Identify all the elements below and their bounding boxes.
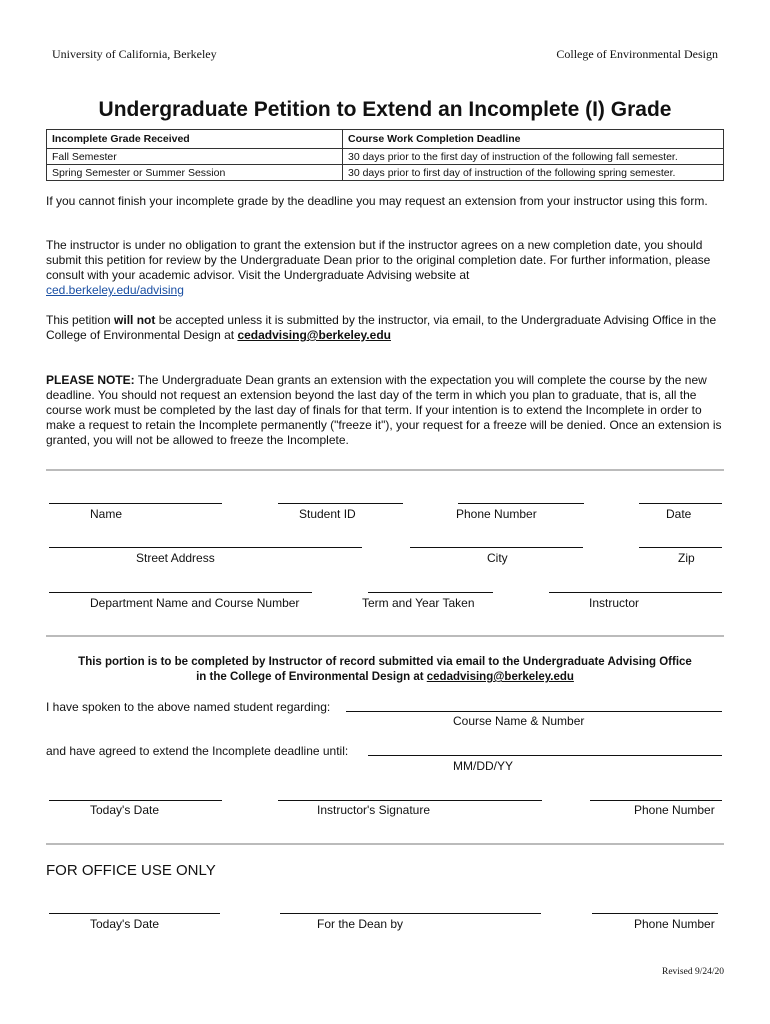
spoken-label: I have spoken to the above named student regarding: [46,700,331,714]
office-use-heading: FOR OFFICE USE ONLY [46,862,216,879]
will-not-emphasis: will not [114,313,156,327]
phone-number-field[interactable] [458,503,584,504]
instructor-paragraph-text: The instructor is under no obligation to grant the extension but if the instructor agrees on a new completion date, you should submit this petition for review by the Undergraduate Dean prior to the original completion date. For further information, please consult with your academic advisor. Visit the Undergraduate Advising website at [46,238,711,282]
office-phone-label: Phone Number [634,917,715,931]
office-phone-field[interactable] [592,913,718,914]
instructor-heading-line2: in the College of Environmental Design at [196,671,427,683]
submission-text-2: be accepted unless it is submitted by the instructor, via email, to the Undergraduate Advising Office in the College of Environmental Design at [46,313,717,342]
note-paragraph [46,373,726,448]
course-name-number-field[interactable] [346,711,722,712]
instructor-heading-email[interactable]: cedadvising@berkeley.edu [426,671,574,683]
instructor-todays-date-label: Today's Date [90,803,159,817]
instructor-paragraph [46,238,726,298]
name-label: Name [90,507,123,521]
submission-paragraph [46,313,726,343]
table-cell: Spring Semester or Summer Session [47,165,343,181]
instructor-section-heading [46,655,724,685]
instructor-phone-field[interactable] [590,800,722,801]
zip-label: Zip [678,551,695,565]
student-id-label: Student ID [299,507,356,521]
submission-text: This petition [46,313,115,327]
instructor-label: Instructor [589,596,640,610]
table-header: Course Work Completion Deadline [343,130,724,149]
office-todays-date-field[interactable] [49,913,220,914]
revision-date: Revised 9/24/20 [661,967,724,977]
department-course-label: Department Name and Course Number [90,596,300,610]
advising-email[interactable]: cedadvising@berkeley.edu [237,328,391,342]
instructor-signature-field[interactable] [278,800,542,801]
note-text: The Undergraduate Dean grants an extension with the expectation you will complete the course by the new deadline. You should not request an extension beyond the last day of the term in which you plan to graduate, that is, all the course work must be completed by the last day of finals for that term. If your intention is to extend the Incomplete in order to make a request to retain the Incomplete permanently ("freeze it"), your request for a freeze will be denied. Once an extension is granted, you will not be allowed to freeze the Incomplete. [46,373,722,447]
zip-field[interactable] [639,547,722,548]
table-header-row [47,130,724,149]
section-divider [46,469,724,471]
phone-number-label: Phone Number [456,507,537,521]
intro-paragraph: If you cannot finish your incomplete grade by the deadline you may request an extension from your instructor using this form. [46,194,708,208]
street-address-field[interactable] [49,547,362,548]
advising-link[interactable]: ced.berkeley.edu/advising [46,283,184,297]
instructor-field[interactable] [549,592,722,593]
dean-signature-field[interactable] [280,913,541,914]
table-header: Incomplete Grade Received [47,130,343,149]
section-divider [46,843,724,845]
street-address-label: Street Address [136,551,215,565]
new-deadline-field[interactable] [368,755,722,756]
instructor-heading-line1: This portion is to be completed by Instructor of record submitted via email to the Undergraduate Advising Office [78,656,692,668]
table-cell: 30 days prior to first day of instruction of the following spring semester. [343,165,724,181]
student-id-field[interactable] [278,503,403,504]
instructor-phone-label: Phone Number [634,803,715,817]
table-row [47,165,724,181]
deadline-table [46,129,724,181]
page-title: Undergraduate Petition to Extend an Incomplete (I) Grade [98,98,672,121]
name-field[interactable] [49,503,222,504]
section-divider [46,635,724,637]
department-course-field[interactable] [49,592,312,593]
city-field[interactable] [410,547,583,548]
table-row [47,149,724,165]
header-college: College of Environmental Design [556,47,718,61]
city-label: City [487,551,508,565]
instructor-signature-label: Instructor's Signature [317,803,431,817]
office-todays-date-label: Today's Date [90,917,159,931]
date-label: Date [666,507,692,521]
term-year-label: Term and Year Taken [362,596,475,610]
date-field[interactable] [639,503,722,504]
note-label: PLEASE NOTE: [46,373,135,387]
table-cell: 30 days prior to the first day of instruction of the following fall semester. [343,149,724,165]
instructor-todays-date-field[interactable] [49,800,222,801]
dean-signature-label: For the Dean by [317,917,404,931]
course-name-number-caption: Course Name & Number [453,714,585,728]
new-deadline-caption: MM/DD/YY [453,759,513,773]
agreed-label: and have agreed to extend the Incomplete deadline until: [46,744,349,758]
table-cell: Fall Semester [47,149,343,165]
term-year-field[interactable] [368,592,493,593]
header-university: University of California, Berkeley [52,47,217,61]
